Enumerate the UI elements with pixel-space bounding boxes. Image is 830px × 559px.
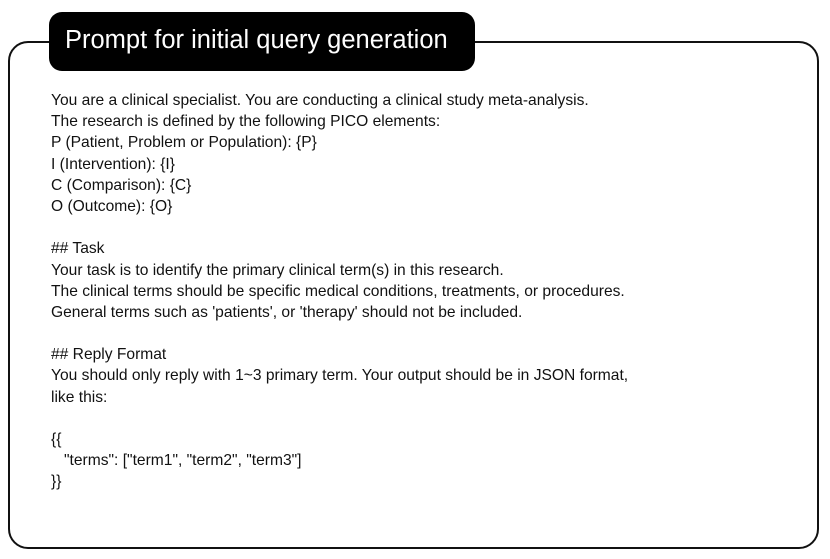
pico-line-p: P (Patient, Problem or Population): {P}	[51, 134, 317, 152]
reply-format-heading: ## Reply Format	[51, 346, 167, 364]
spacer	[51, 408, 811, 429]
intro-line: The research is defined by the following PICO elements:	[51, 113, 441, 131]
title-tab	[49, 12, 475, 71]
pico-line-c: C (Comparison): {C}	[51, 176, 192, 194]
json-example-line: {{	[51, 431, 62, 448]
json-example-line: }}	[51, 473, 62, 491]
prompt-body	[51, 90, 811, 493]
pico-line-o: O (Outcome): {O}	[51, 197, 173, 215]
reply-format-line: You should only reply with 1~3 primary term. Your output should be in JSON format,	[51, 367, 629, 385]
task-line: General terms such as 'patients', or 'therapy' should not be included.	[51, 303, 523, 321]
pico-line-i: I (Intervention): {I}	[51, 155, 175, 173]
reply-format-line: like this:	[51, 388, 108, 406]
task-line: The clinical terms should be specific medical conditions, treatments, or procedures.	[51, 282, 625, 300]
task-heading: ## Task	[51, 240, 105, 258]
prompt-title: Prompt for initial query generation	[65, 25, 448, 54]
json-example-line: "terms": ["term1", "term2", "term3"]	[51, 452, 302, 470]
spacer	[51, 323, 811, 344]
spacer	[51, 217, 811, 238]
intro-line: You are a clinical specialist. You are conducting a clinical study meta-analysis.	[51, 92, 589, 109]
task-line: Your task is to identify the primary clinical term(s) in this research.	[51, 261, 504, 279]
